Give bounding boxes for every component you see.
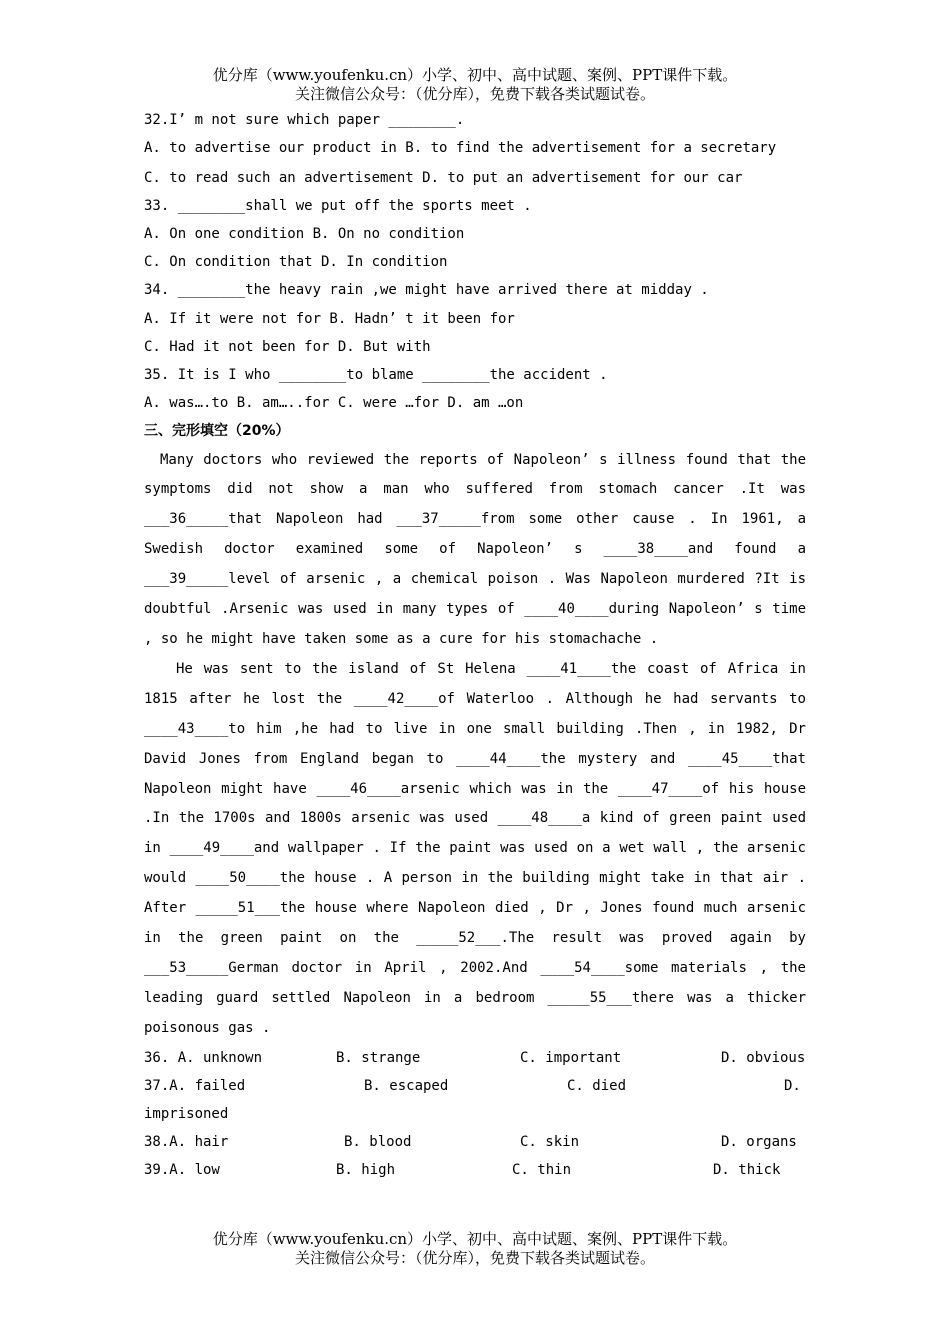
q38-option-a: 38.A. hair: [144, 1134, 229, 1151]
q33-options-cd: C. On condition that D. In condition: [144, 254, 448, 271]
q32-options-cd: C. to read such an advertisement D. to put an advertisement for our car: [144, 169, 743, 186]
q38-options: [144, 1128, 806, 1156]
q38-option-c: C. skin: [520, 1134, 580, 1151]
footer-line-1: 优分库（www.youfenku.cn）小学、初中、高中试题、案例、PPT课件下载。: [212, 1230, 738, 1248]
q39-option-a: 39.A. low: [144, 1162, 220, 1179]
cloze-paragraph-1: Many doctors who reviewed the reports of Napoleon’ s illness found that the symptoms did not show a man who suffered from stomach cancer .It was ___36_____that Napoleon had ___37_____from some other cause . In 1961, a Swedish doctor examined some of Napoleon’ s ____38____and found a ___39_____level of arsenic , a chemical poison . Was Napoleon murdered ?It is doubtful .Arsenic was used in many types of ____40____during Napoleon’ s time , so he might have taken some as a cure for his stomachache .: [144, 451, 806, 647]
q37-option-c: C. died: [567, 1077, 627, 1094]
q35-stem: 35. It is I who ________to blame ________the accident .: [144, 367, 608, 383]
cloze-paragraph-2: He was sent to the island of St Helena ____41____the coast of Africa in 1815 after he lost the ____42____of Waterloo . Although he had servants to ____43____to him ,he had to live in one small building .Then , in 1982, Dr David Jones from England began to ____44____the mystery and ____45____that Napoleon might have ____46____arsenic which was in the ____47____of his house .In the 1700s and 1800s arsenic was used ____48____a kind of green paint used in ____49____and wallpaper . If the paint was used on a wet wall , the arsenic would ____50____the house . A person in the building might take in that air . After _____51___the house where Napoleon died , Dr , Jones found much arsenic in the green paint on the _____52___.The result was proved again by ___53_____German doctor in April , 2002.And ____54____some materials , the leading guard settled Napoleon in a bedroom _____55___there was a thicker poisonous gas .: [144, 660, 806, 1036]
q36-option-b: B. strange: [336, 1049, 421, 1066]
q32-options-ab: A. to advertise our product in B. to find the advertisement for a secretary: [144, 140, 777, 157]
q37-option-b: B. escaped: [364, 1077, 449, 1094]
q37-option-d: D.: [784, 1077, 801, 1094]
q37-option-a: 37.A. failed: [144, 1077, 246, 1094]
q39-option-c: C. thin: [512, 1162, 572, 1179]
q34-options-ab: A. If it were not for B. Hadn’ t it been for: [144, 310, 515, 327]
q36-option-c: C. important: [520, 1049, 622, 1066]
q33-options-ab: A. On one condition B. On no condition: [144, 226, 465, 243]
q38-option-d: D. organs: [721, 1134, 797, 1151]
q36-option-a: 36. A. unknown: [144, 1049, 263, 1066]
q38-option-b: B. blood: [344, 1134, 412, 1151]
q32-stem: 32.I’ m not sure which paper ________.: [144, 112, 465, 128]
page-header: [0, 66, 950, 104]
q36-options: [144, 1044, 806, 1072]
q36-option-d: D. obvious: [721, 1049, 806, 1066]
header-line-2: 关注微信公众号：（优分库），免费下载各类试题试卷。: [294, 85, 655, 103]
footer-line-2: 关注微信公众号：（优分库），免费下载各类试题试卷。: [294, 1249, 655, 1267]
q35-options: A. was….to B. am…..for C. were …for D. am …on: [144, 395, 524, 412]
q39-option-d: D. thick: [713, 1162, 781, 1179]
page-footer: [0, 1230, 950, 1268]
q34-stem: 34. ________the heavy rain ,we might have arrived there at midday .: [144, 282, 709, 299]
q34-options-cd: C. Had it not been for D. But with: [144, 338, 431, 355]
section-3-title: 三、完形填空（20%）: [144, 423, 290, 440]
header-line-1: 优分库（www.youfenku.cn）小学、初中、高中试题、案例、PPT课件下载。: [212, 66, 738, 84]
exam-content: [144, 106, 806, 1185]
q39-option-b: B. high: [336, 1162, 396, 1179]
q37-option-d-wrap: imprisoned: [144, 1106, 229, 1123]
q39-options: [144, 1156, 806, 1184]
q37-options: [144, 1072, 806, 1100]
q33-stem: 33. ________shall we put off the sports meet .: [144, 197, 532, 214]
